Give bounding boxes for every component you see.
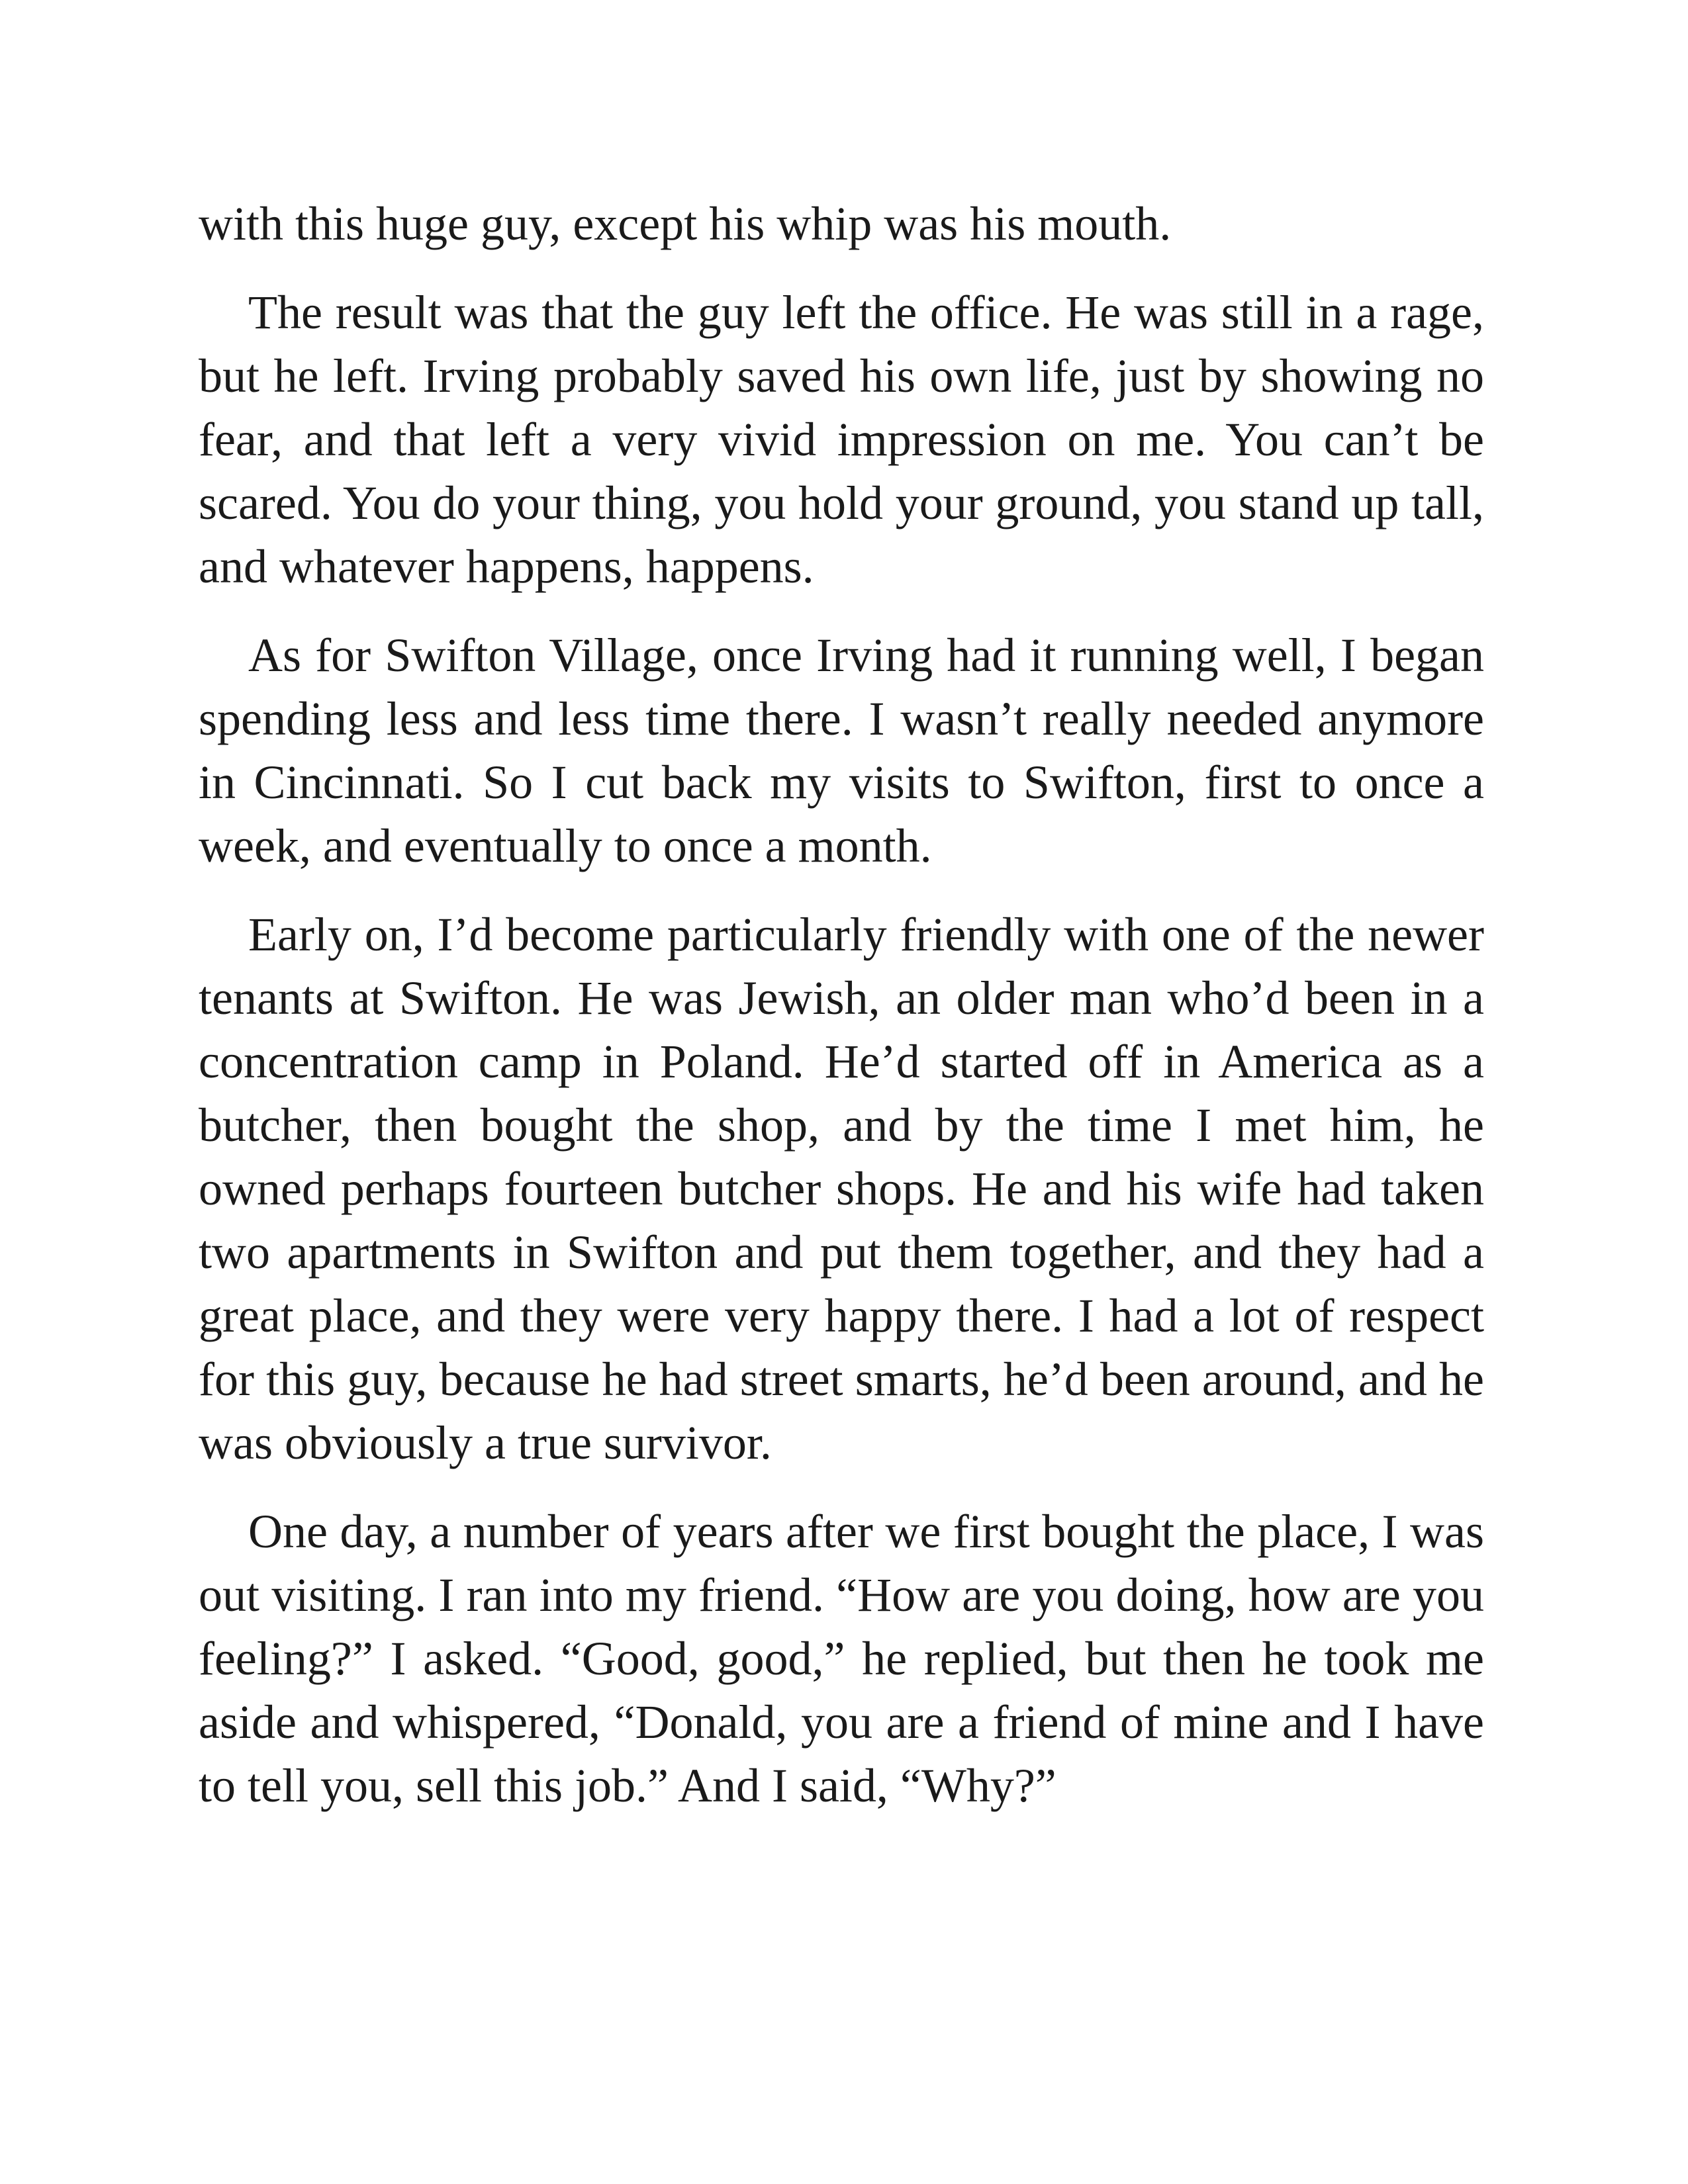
paragraph: The result was that the guy left the office. He was still in a rage, but he left. Irving probably saved his own life, just by showing no fear, and that left a very vivid impression on me. You can’t be scared. You do your thing, you hold your ground, you stand up tall, and whatever happens, happens.	[199, 286, 1484, 593]
paragraph: Early on, I’d become particularly friendly with one of the newer tenants at Swifton. He was Jewish, an older man who’d been in a concentration camp in Poland. He’d started off in America as a butcher, then bought the shop, and by the time I met him, he owned perhaps fourteen butcher shops. He and his wife had taken two apartments in Swifton and put them together, and they had a great place, and they were very happy there. I had a lot of respect for this guy, because he had street smarts, he’d been around, and he was obviously a true survivor.	[199, 908, 1484, 1469]
page-body	[199, 192, 1484, 1843]
paragraph-continuation: with this huge guy, except his whip was his mouth.	[199, 197, 1172, 250]
paragraph: As for Swifton Village, once Irving had it running well, I began spending less and less time there. I wasn’t really needed anymore in Cincinnati. So I cut back my visits to Swifton, first to once a week, and eventually to once a month.	[199, 629, 1484, 872]
paragraph: One day, a number of years after we first bought the place, I was out visiting. I ran into my friend. “How are you doing, how are you feeling?” I asked. “Good, good,” he replied, but then he took me aside and whispered, “Donald, you are a friend of mine and I have to tell you, sell this job.” And I said, “Why?”	[199, 1505, 1484, 1812]
